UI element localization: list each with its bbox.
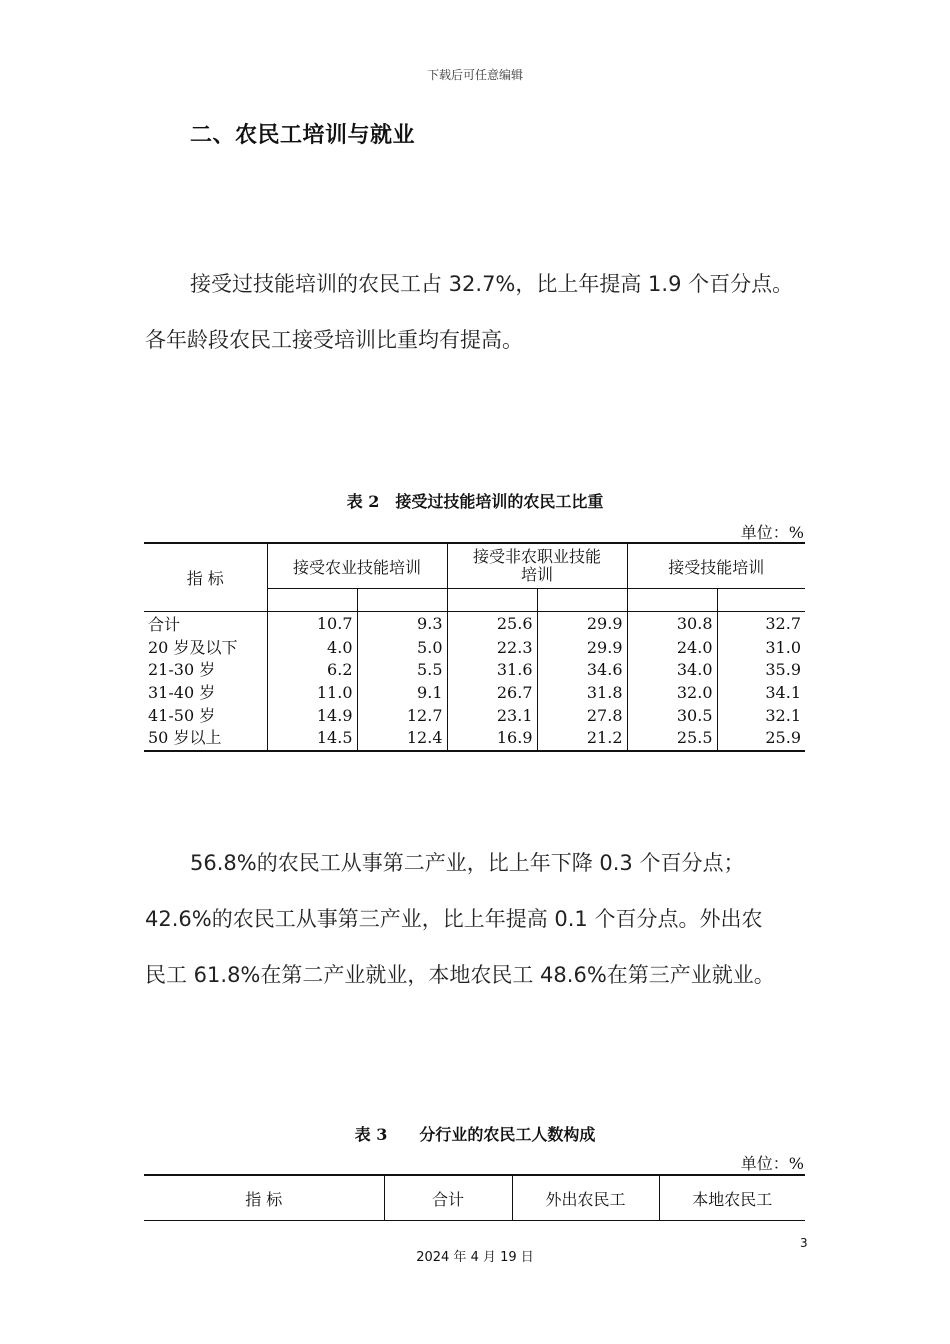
section-title: 二、农民工培训与就业 xyxy=(190,123,416,148)
table-cell: 26.7 xyxy=(447,682,537,705)
table-cell: 4.0 xyxy=(267,637,357,660)
table-row xyxy=(144,704,805,727)
table-cell: 22.3 xyxy=(447,637,537,660)
paragraph-line: 各年龄段农民工接受培训比重均有提高。 xyxy=(145,328,523,352)
paragraph-text: 接受过技能培训的农民工占 32.7%，比上年提高 1.9 个百分点。 xyxy=(190,272,794,296)
table-row xyxy=(144,659,805,682)
header-indicator: 指 标 xyxy=(144,543,267,612)
header-nonagri-line2: 培训 xyxy=(520,565,553,584)
table-row xyxy=(144,612,805,637)
table-cell: 10.7 xyxy=(267,612,357,637)
row-label: 50 岁以上 xyxy=(148,728,222,748)
table-cell: 21.2 xyxy=(537,727,627,751)
table-cell: 25.9 xyxy=(717,727,805,751)
table-cell: 23.1 xyxy=(447,704,537,727)
table-cell: 34.1 xyxy=(717,682,805,705)
table-cell: 27.8 xyxy=(537,704,627,727)
table-cell: 30.5 xyxy=(627,704,717,727)
table3 xyxy=(144,1174,805,1221)
table-cell: 34.0 xyxy=(627,659,717,682)
row-label: 21-30 岁 xyxy=(148,660,216,680)
table-cell: 5.0 xyxy=(357,637,447,660)
table-cell: 31.8 xyxy=(537,682,627,705)
table3-unit: 单位：% xyxy=(740,1154,804,1173)
table-cell: 30.8 xyxy=(627,612,717,637)
subheader-cell xyxy=(717,589,805,612)
table-cell: 29.9 xyxy=(537,612,627,637)
table-cell: 16.9 xyxy=(447,727,537,751)
page-number: 3 xyxy=(800,1236,808,1250)
header-nonagri-line1: 接受非农职业技能 xyxy=(472,547,601,566)
row-label: 20 岁及以下 xyxy=(148,637,238,657)
table-cell: 32.1 xyxy=(717,704,805,727)
subheader-cell xyxy=(357,589,447,612)
table-cell: 14.5 xyxy=(267,727,357,751)
header-note: 下载后可任意编辑 xyxy=(426,68,523,82)
table-cell: 12.4 xyxy=(357,727,447,751)
table-cell: 12.7 xyxy=(357,704,447,727)
paragraph-text: 56.8%的农民工从事第二产业，比上年下降 0.3 个百分点； xyxy=(190,851,745,875)
paragraph-line xyxy=(145,256,825,312)
table-cell: 24.0 xyxy=(627,637,717,660)
table-cell: 9.1 xyxy=(357,682,447,705)
table-cell: 29.9 xyxy=(537,637,627,660)
table2-caption: 表 2 接受过技能培训的农民工比重 xyxy=(346,492,604,511)
table3-header-local: 本地农民工 xyxy=(659,1175,805,1221)
row-label: 41-50 岁 xyxy=(148,705,216,725)
subheader-cell xyxy=(627,589,717,612)
table-cell: 35.9 xyxy=(717,659,805,682)
row-label: 31-40 岁 xyxy=(148,683,216,703)
row-label: 合计 xyxy=(148,615,181,635)
header-agri-training: 接受农业技能培训 xyxy=(267,543,447,589)
header-nonagri-training xyxy=(447,543,627,589)
table-cell: 34.6 xyxy=(537,659,627,682)
table-cell: 32.7 xyxy=(717,612,805,637)
table-row xyxy=(144,727,805,751)
subheader-cell xyxy=(447,589,537,612)
footer-date: 2024 年 4 月 19 日 xyxy=(416,1250,534,1265)
table-cell: 25.6 xyxy=(447,612,537,637)
paragraph-industry xyxy=(145,835,825,1003)
paragraph-line: 民工 61.8%在第二产业就业，本地农民工 48.6%在第三产业就业。 xyxy=(145,963,775,987)
table3-header-indicator: 指 标 xyxy=(245,1189,283,1209)
table2-body xyxy=(144,612,805,751)
table-cell: 6.2 xyxy=(267,659,357,682)
table-cell: 25.5 xyxy=(627,727,717,751)
table-cell: 31.6 xyxy=(447,659,537,682)
table-row xyxy=(144,682,805,705)
table-cell: 5.5 xyxy=(357,659,447,682)
table-cell: 11.0 xyxy=(267,682,357,705)
table-cell: 9.3 xyxy=(357,612,447,637)
subheader-cell xyxy=(537,589,627,612)
table-cell: 14.9 xyxy=(267,704,357,727)
subheader-cell xyxy=(267,589,357,612)
table-cell: 31.0 xyxy=(717,637,805,660)
table-cell: 32.0 xyxy=(627,682,717,705)
table3-caption: 表 3 分行业的农民工人数构成 xyxy=(354,1125,596,1144)
paragraph-line: 42.6%的农民工从事第三产业，比上年提高 0.1 个百分点。外出农 xyxy=(145,907,763,931)
table2-unit: 单位：% xyxy=(740,523,804,542)
paragraph-training xyxy=(145,256,825,368)
table-row xyxy=(144,637,805,660)
paragraph-line xyxy=(145,835,825,891)
table2 xyxy=(144,542,805,752)
table3-header-total: 合计 xyxy=(384,1175,512,1221)
header-skill-training: 接受技能培训 xyxy=(627,543,805,589)
table3-header-migrant: 外出农民工 xyxy=(512,1175,659,1221)
